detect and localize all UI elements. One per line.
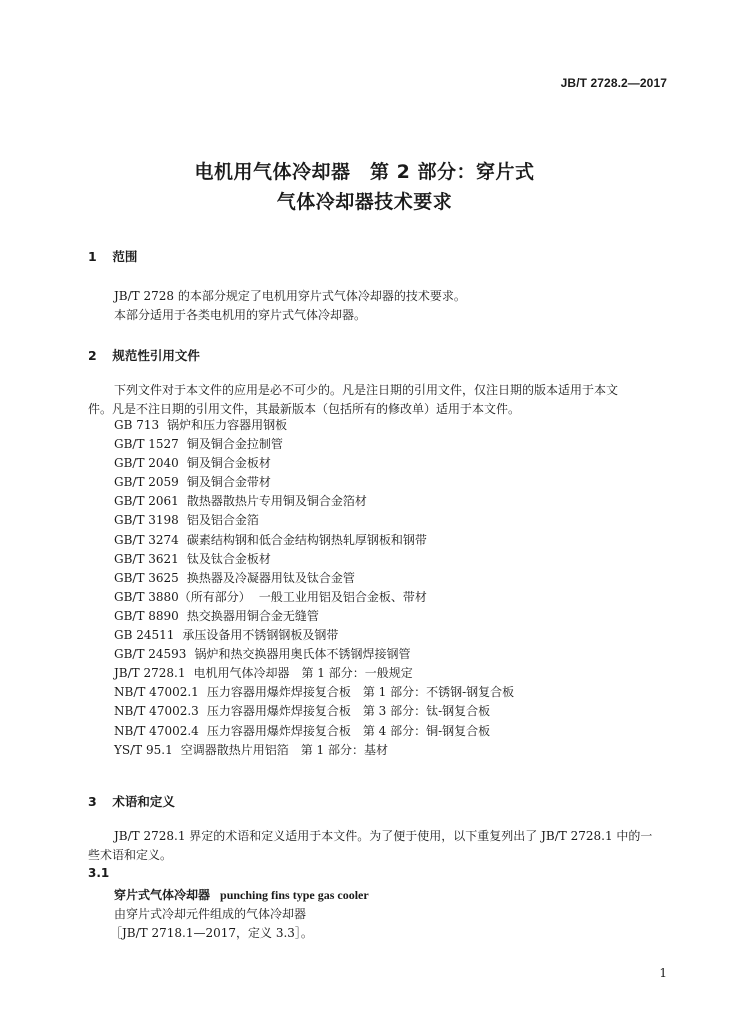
- reference-item: [114, 569, 514, 588]
- term-source: ［JB/T 2718.1—2017，定义 3.3］。: [110, 926, 313, 940]
- reference-code: GB/T 3274: [114, 532, 179, 547]
- normative-intro-line2: 件。凡是不注日期的引用文件，其最新版本（包括所有的修改单）适用于本文件。: [88, 402, 521, 416]
- reference-code: GB/T 2059: [114, 475, 179, 490]
- reference-code: NB/T 47002.3: [114, 704, 199, 719]
- reference-item: [114, 607, 514, 626]
- reference-code: GB/T 1527: [114, 437, 179, 452]
- terms-intro-line1: JB/T 2728.1 界定的术语和定义适用于本文件。为了便于使用，以下重复列出了 JB/T 2728.1 中的一: [114, 829, 653, 843]
- term-name-english: punching fins type gas cooler: [220, 888, 369, 902]
- reference-item: [114, 664, 514, 683]
- reference-item: [114, 645, 514, 664]
- reference-title: 承压设备用不锈钢钢板及钢带: [182, 628, 339, 643]
- reference-title: 压力容器用爆炸焊接复合板 第 3 部分：钛-钢复合板: [206, 704, 491, 719]
- section-1-number: 1: [88, 249, 97, 264]
- reference-item: [114, 492, 514, 511]
- scope-text-line2: 本部分适用于各类电机用的穿片式气体冷却器。: [114, 308, 367, 322]
- term-definition: 由穿片式冷却元件组成的气体冷却器: [114, 907, 307, 921]
- reference-item: [114, 454, 514, 473]
- reference-list: [114, 416, 514, 760]
- reference-code: GB/T 8890: [114, 608, 179, 623]
- section-1-title: 范围: [112, 249, 138, 264]
- reference-item: [114, 588, 514, 607]
- normative-intro-line1: 下列文件对于本文件的应用是必不可少的。凡是注日期的引用文件，仅注日期的版本适用于本文: [114, 383, 619, 397]
- reference-code: NB/T 47002.1: [114, 685, 199, 700]
- reference-title: 空调器散热片用铝箔 第 1 部分：基材: [180, 742, 388, 757]
- reference-item: [114, 416, 514, 435]
- reference-item: [114, 435, 514, 454]
- term-heading: [114, 886, 369, 903]
- reference-title: 铜及铜合金板材: [186, 456, 271, 471]
- reference-title: 压力容器用爆炸焊接复合板 第 4 部分：铜-钢复合板: [206, 723, 491, 738]
- reference-title: 碳素结构钢和低合金结构钢热轧厚钢板和钢带: [186, 532, 427, 547]
- reference-code: JB/T 2728.1: [114, 666, 186, 681]
- reference-title: 散热器散热片专用铜及铜合金箔材: [186, 494, 367, 509]
- reference-code: GB/T 3198: [114, 513, 179, 528]
- standard-number: JB/T 2728.2—2017: [560, 76, 667, 90]
- scope-text-line1: JB/T 2728 的本部分规定了电机用穿片式气体冷却器的技术要求。: [114, 289, 466, 303]
- reference-item: [114, 626, 514, 645]
- reference-title: 热交换器用铜合金无缝管: [186, 608, 319, 623]
- page-number: 1: [659, 966, 667, 980]
- reference-title: 铝及铝合金箔: [186, 513, 259, 528]
- section-2-heading: [88, 346, 200, 364]
- reference-code: GB/T 3880（所有部分）: [114, 589, 251, 604]
- section-2-title: 规范性引用文件: [112, 348, 200, 363]
- reference-title: 换热器及冷凝器用钛及钛合金管: [186, 570, 355, 585]
- reference-item: [114, 550, 514, 569]
- reference-title: 一般工业用铝及铝合金板、带材: [258, 589, 427, 604]
- reference-item: [114, 473, 514, 492]
- reference-item: [114, 531, 514, 550]
- section-1-heading: [88, 247, 137, 265]
- terms-intro-line2: 些术语和定义。: [88, 848, 173, 862]
- section-3-heading: [88, 792, 175, 810]
- document-title-line1: 电机用气体冷却器 第 2 部分：穿片式: [194, 161, 535, 183]
- reference-title: 铜及铜合金带材: [186, 475, 271, 490]
- reference-item: [114, 702, 514, 721]
- reference-code: GB 713: [114, 418, 160, 432]
- reference-code: GB/T 3625: [114, 570, 179, 585]
- section-3-number: 3: [88, 794, 97, 809]
- reference-title: 压力容器用爆炸焊接复合板 第 1 部分：不锈钢-钢复合板: [206, 685, 515, 700]
- section-3-title: 术语和定义: [112, 794, 175, 809]
- reference-title: 锅炉和压力容器用钢板: [167, 418, 288, 432]
- term-name-chinese: 穿片式气体冷却器: [114, 888, 211, 902]
- reference-title: 铜及铜合金拉制管: [186, 437, 283, 452]
- reference-code: GB/T 3621: [114, 551, 179, 566]
- reference-code: GB 24511: [114, 628, 175, 643]
- reference-code: NB/T 47002.4: [114, 723, 199, 738]
- term-number: 3.1: [88, 866, 110, 880]
- reference-code: GB/T 2061: [114, 494, 179, 509]
- reference-title: 锅炉和热交换器用奥氏体不锈钢焊接钢管: [194, 647, 411, 662]
- reference-code: GB/T 24593: [114, 647, 187, 662]
- reference-code: YS/T 95.1: [114, 742, 173, 757]
- reference-title: 电机用气体冷却器 第 1 部分：一般规定: [193, 666, 413, 681]
- reference-item: [114, 683, 514, 702]
- reference-item: [114, 722, 514, 741]
- reference-item: [114, 741, 514, 760]
- section-2-number: 2: [88, 348, 97, 363]
- reference-title: 钛及钛合金板材: [186, 551, 271, 566]
- reference-item: [114, 511, 514, 530]
- reference-code: GB/T 2040: [114, 456, 179, 471]
- document-title-line2: 气体冷却器技术要求: [276, 191, 453, 213]
